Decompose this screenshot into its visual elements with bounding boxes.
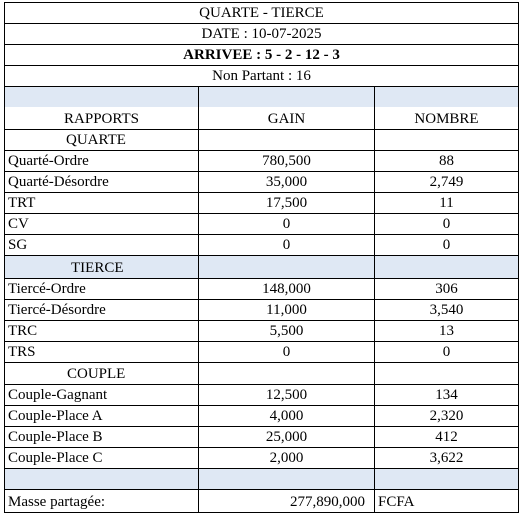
nombre-value: 3,540 xyxy=(374,299,519,320)
gain-value: 0 xyxy=(198,341,374,362)
rapport-label: Quarté-Désordre xyxy=(4,171,198,192)
gain-value: 0 xyxy=(198,234,374,255)
section-title: TIERCE xyxy=(4,255,198,278)
spacer-cell xyxy=(4,468,198,489)
masse-currency: FCFA xyxy=(374,489,519,512)
table-row xyxy=(4,426,519,447)
table-row xyxy=(4,341,519,362)
gain-value: 17,500 xyxy=(198,192,374,213)
gain-value: 5,500 xyxy=(198,320,374,341)
table-row xyxy=(4,192,519,213)
empty-cell xyxy=(374,255,519,278)
rapport-label: Couple-Gagnant xyxy=(4,384,198,405)
empty-cell xyxy=(374,129,519,150)
date-row xyxy=(4,23,519,44)
nombre-value: 13 xyxy=(374,320,519,341)
table-row xyxy=(4,278,519,299)
race-date: DATE : 10-07-2025 xyxy=(201,26,322,42)
spacer-cell xyxy=(198,468,374,489)
section-row xyxy=(4,255,519,278)
results-table xyxy=(4,2,519,515)
table-row xyxy=(4,213,519,234)
masse-label: Masse partagée: xyxy=(4,489,198,512)
table-row xyxy=(4,447,519,468)
gain-value: 11,000 xyxy=(198,299,374,320)
rapport-label: Couple-Place C xyxy=(4,447,198,468)
empty-cell xyxy=(198,362,374,384)
table-title: QUARTE - TIERCE xyxy=(199,5,324,21)
spacer-cell xyxy=(198,86,374,107)
section-row xyxy=(4,362,519,384)
spacer-cell xyxy=(374,86,519,107)
nombre-value: 0 xyxy=(374,234,519,255)
table-row xyxy=(4,405,519,426)
nombre-value: 134 xyxy=(374,384,519,405)
spacer-cell xyxy=(4,86,198,107)
arrivee-result: ARRIVEE : 5 - 2 - 12 - 3 xyxy=(183,47,340,63)
nombre-value: 412 xyxy=(374,426,519,447)
nombre-value: 3,622 xyxy=(374,447,519,468)
gain-value: 25,000 xyxy=(198,426,374,447)
rapport-label: TRC xyxy=(4,320,198,341)
header-gain: GAIN xyxy=(198,107,374,129)
rapport-label: Couple-Place B xyxy=(4,426,198,447)
table-row xyxy=(4,299,519,320)
table-row xyxy=(4,150,519,171)
empty-cell xyxy=(198,129,374,150)
spacer-row xyxy=(4,86,519,107)
header-nombre: NOMBRE xyxy=(374,107,519,129)
gain-value: 4,000 xyxy=(198,405,374,426)
table-row xyxy=(4,171,519,192)
non-partant-row xyxy=(4,65,519,86)
gain-value: 2,000 xyxy=(198,447,374,468)
nombre-value: 88 xyxy=(374,150,519,171)
nombre-value: 2,749 xyxy=(374,171,519,192)
rapport-label: TRS xyxy=(4,341,198,362)
rapport-label: CV xyxy=(4,213,198,234)
nombre-value: 306 xyxy=(374,278,519,299)
non-partant: Non Partant : 16 xyxy=(212,68,311,84)
rapport-label: Quarté-Ordre xyxy=(4,150,198,171)
rapport-label: Tiercé-Désordre xyxy=(4,299,198,320)
rapport-label: Couple-Place A xyxy=(4,405,198,426)
empty-cell xyxy=(374,362,519,384)
nombre-value: 0 xyxy=(374,213,519,234)
column-header-row xyxy=(4,107,519,129)
header-rapports: RAPPORTS xyxy=(4,107,198,129)
section-title: QUARTE xyxy=(4,129,198,150)
empty-cell xyxy=(198,255,374,278)
rapport-label: TRT xyxy=(4,192,198,213)
nombre-value: 2,320 xyxy=(374,405,519,426)
arrivee-row xyxy=(4,44,519,65)
table-row xyxy=(4,320,519,341)
nombre-value: 11 xyxy=(374,192,519,213)
table-row xyxy=(4,384,519,405)
table-row xyxy=(4,234,519,255)
gain-value: 12,500 xyxy=(198,384,374,405)
rapport-label: SG xyxy=(4,234,198,255)
gain-value: 0 xyxy=(198,213,374,234)
rapport-label: Tiercé-Ordre xyxy=(4,278,198,299)
section-row xyxy=(4,129,519,150)
title-row xyxy=(4,2,519,23)
gain-value: 780,500 xyxy=(198,150,374,171)
spacer-row xyxy=(4,468,519,489)
footer-row xyxy=(4,489,519,513)
gain-value: 35,000 xyxy=(198,171,374,192)
spacer-cell xyxy=(374,468,519,489)
nombre-value: 0 xyxy=(374,341,519,362)
gain-value: 148,000 xyxy=(198,278,374,299)
masse-amount: 277,890,000 xyxy=(198,489,374,512)
section-title: COUPLE xyxy=(4,362,198,384)
